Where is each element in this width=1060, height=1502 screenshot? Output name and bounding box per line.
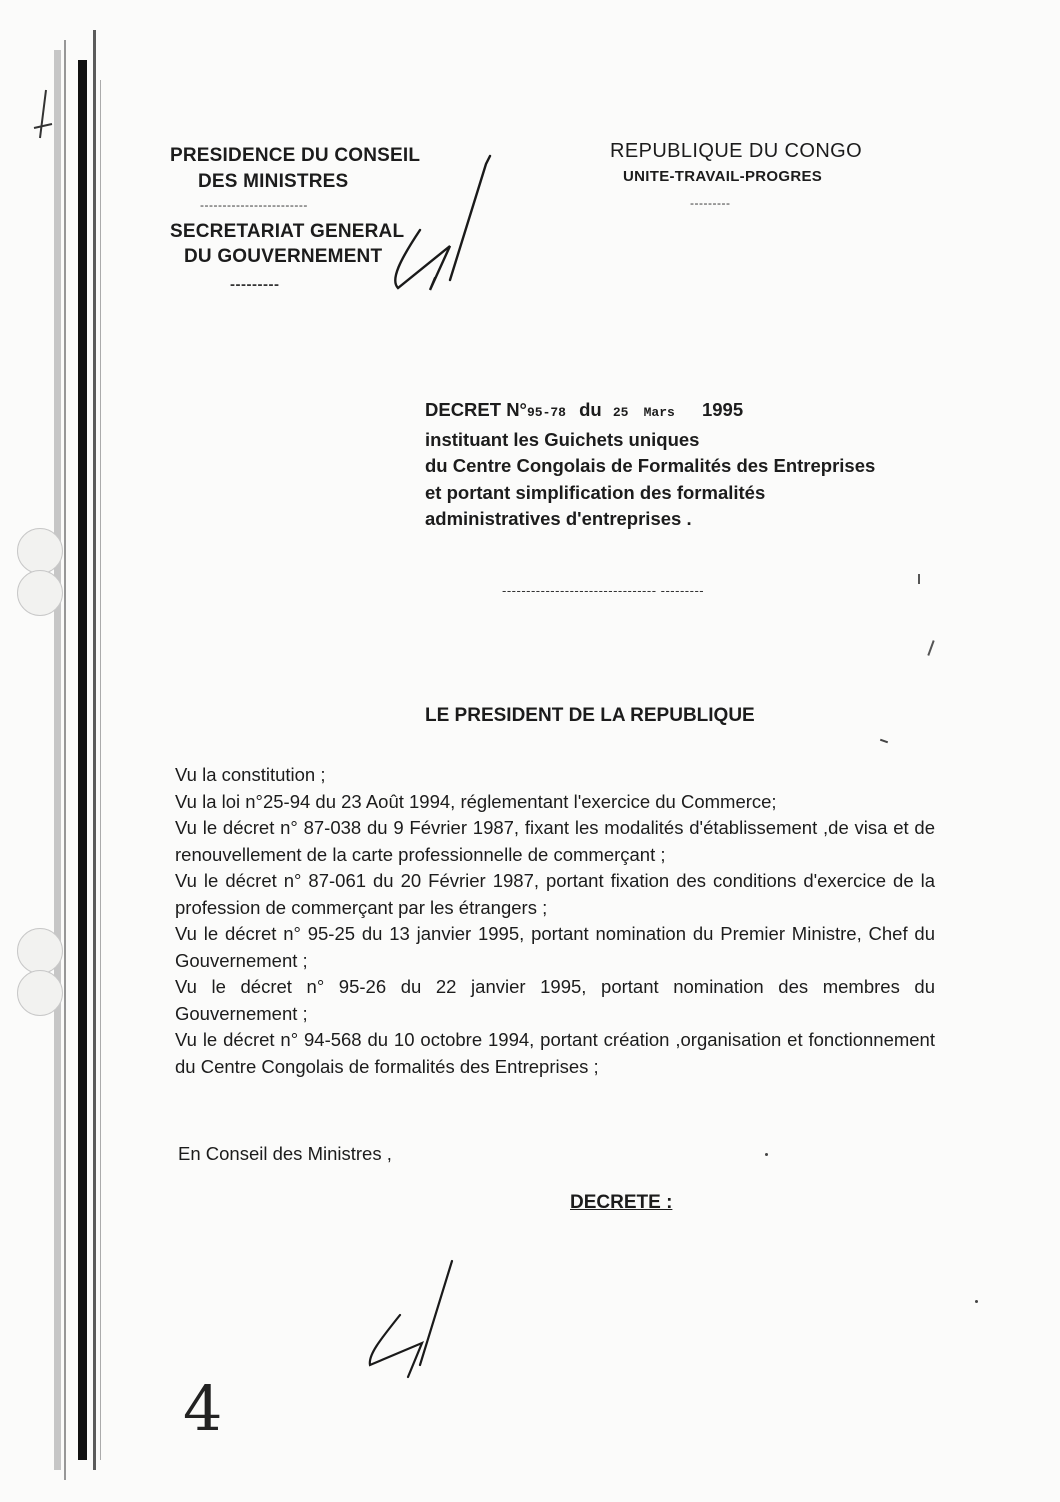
decree-day: 25	[612, 405, 629, 420]
handwritten-paraph	[390, 150, 500, 305]
header-motto: UNITE-TRAVAIL-PROGRES	[623, 168, 823, 185]
decree-title-line: et portant simplification des formalités	[425, 481, 766, 503]
header-left-separator: ------------------------	[200, 198, 308, 212]
punch-hole	[17, 570, 63, 616]
visa-item: Vu le décret n° 94-568 du 10 octobre 1994, portant création ,organisation et fonctionnement du Centre Congolais de formalités des Entreprises ;	[175, 1029, 935, 1077]
decree-title-line: administratives d'entreprises .	[425, 508, 692, 529]
header-right-separator: ---------	[690, 196, 731, 210]
scan-speck	[975, 1300, 978, 1303]
visa-item: Vu le décret n° 95-25 du 13 janvier 1995, portant nomination du Premier Ministre, Chef du Gouvernement ;	[175, 923, 935, 971]
page-number: 4	[183, 1372, 223, 1445]
scan-speck	[918, 574, 920, 584]
visa-item: Vu la loi n°25-94 du 23 Août 1994, réglementant l'exercice du Commerce;	[175, 790, 777, 812]
decrete-heading: DECRETE :	[570, 1192, 673, 1213]
scan-speck	[880, 739, 888, 744]
visa-item: Vu la constitution ;	[175, 764, 326, 785]
visa-item: Vu le décret n° 95-26 du 22 janvier 1995, portant nomination des membres du Gouvernement ;	[175, 976, 935, 1024]
conseil-line: En Conseil des Ministres ,	[178, 1143, 392, 1164]
binding-edge	[52, 0, 110, 1497]
visa-item: Vu le décret n° 87-038 du 9 Février 1987, fixant les modalités d'établissement ,de visa et de renouvellement de la carte professionnelle de commerçant ;	[175, 817, 935, 865]
visa-item: Vu le décret n° 87-061 du 20 Février 1987, portant fixation des conditions d'exercice de la profession de commerçant par les étrangers ;	[175, 870, 935, 918]
decree-month: Mars	[643, 405, 675, 420]
punch-hole	[17, 970, 63, 1016]
handwritten-initials	[360, 1255, 470, 1390]
scan-speck	[927, 640, 934, 656]
header-ministres: DES MINISTRES	[198, 171, 349, 192]
decree-prefix: DECRET N°	[425, 399, 527, 420]
header-gouvernement: DU GOUVERNEMENT	[184, 246, 383, 267]
decree-separator: -------------------------------- ---------	[502, 583, 705, 598]
decree-number: 95-78	[526, 405, 566, 420]
decree-year: 1995	[701, 399, 744, 420]
margin-mark	[24, 88, 64, 163]
header-republique: REPUBLIQUE DU CONGO	[610, 140, 863, 162]
punch-hole	[17, 928, 63, 974]
authority-heading: LE PRESIDENT DE LA REPUBLIQUE	[425, 705, 755, 726]
header-secretariat: SECRETARIAT GENERAL	[170, 221, 405, 242]
decree-du: du	[579, 399, 602, 420]
header-left-separator-2: ---------	[230, 276, 280, 293]
decree-title-line: instituant les Guichets uniques	[425, 428, 700, 450]
header-presidence: PRESIDENCE DU CONSEIL	[170, 145, 421, 166]
decree-heading	[425, 397, 875, 533]
decree-number-line	[425, 397, 875, 427]
punch-hole	[17, 528, 63, 574]
scan-speck	[765, 1153, 768, 1156]
decree-title-line: du Centre Congolais de Formalités des Entreprises	[425, 455, 876, 476]
visas-list	[175, 762, 935, 1080]
